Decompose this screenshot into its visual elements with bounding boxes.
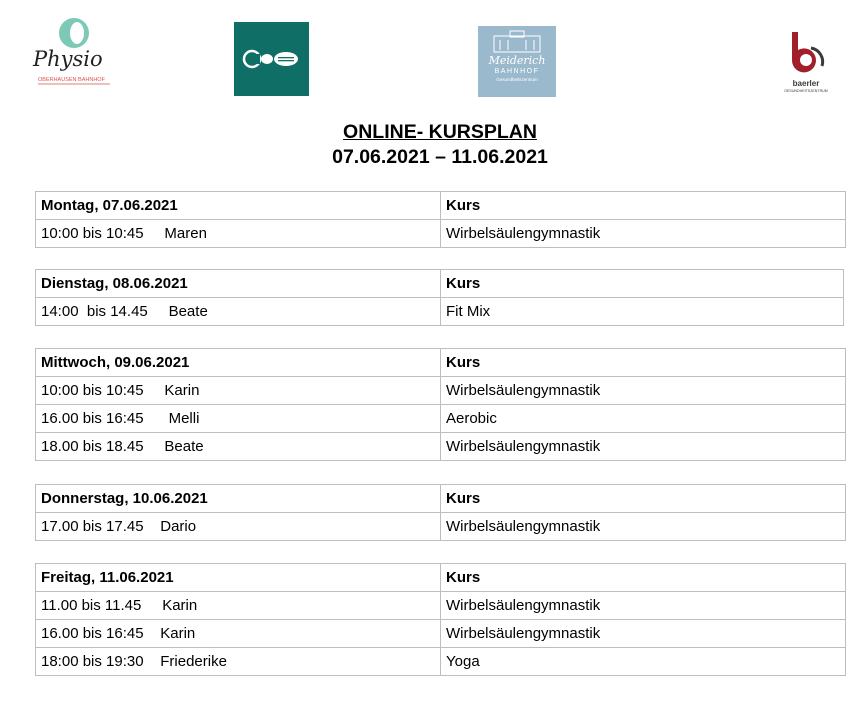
time-trainer-cell: 16.00 bis 16:45 Karin bbox=[36, 620, 441, 648]
table-row bbox=[36, 220, 846, 248]
day-heading: Montag, 07.06.2021 bbox=[36, 192, 441, 220]
kurs-heading: Kurs bbox=[441, 564, 846, 592]
physio-logo-word: Physio bbox=[33, 47, 103, 71]
kurs-cell: Wirbelsäulengymnastik bbox=[441, 620, 846, 648]
table-row bbox=[36, 405, 846, 433]
meiderich-logo-caption: Gesundheitszentrum bbox=[496, 77, 538, 82]
table-header-row bbox=[36, 564, 846, 592]
table-row bbox=[36, 592, 846, 620]
kurs-cell: Wirbelsäulengymnastik bbox=[441, 377, 846, 405]
page-title: ONLINE- KURSPLAN bbox=[343, 121, 537, 143]
kurs-cell: Wirbelsäulengymnastik bbox=[441, 513, 846, 541]
time-trainer-cell: 18:00 bis 19:30 Friederike bbox=[36, 648, 441, 676]
table-row bbox=[36, 433, 846, 461]
baerler-logo-word: baerler bbox=[792, 79, 820, 88]
physio-logo bbox=[30, 16, 118, 88]
day-heading: Dienstag, 08.06.2021 bbox=[36, 270, 441, 298]
time-trainer-cell: 16.00 bis 16:45 Melli bbox=[36, 405, 441, 433]
baerler-logo bbox=[778, 28, 834, 96]
day-heading: Mittwoch, 09.06.2021 bbox=[36, 349, 441, 377]
table-header-row bbox=[36, 192, 846, 220]
meiderich-logo-sub: BAHNHOF bbox=[494, 68, 540, 75]
kurs-cell: Aerobic bbox=[441, 405, 846, 433]
table-row bbox=[36, 513, 846, 541]
kurs-heading: Kurs bbox=[441, 270, 844, 298]
kurs-cell: Wirbelsäulengymnastik bbox=[441, 433, 846, 461]
table-header-row bbox=[36, 485, 846, 513]
schedule-table-friday bbox=[35, 563, 846, 676]
baerler-logo-sub: GESUNDHEITSZENTRUM bbox=[784, 89, 828, 93]
schedule-table-wednesday bbox=[35, 348, 846, 461]
table-row bbox=[36, 298, 844, 326]
meiderich-bahnhof-logo bbox=[478, 26, 556, 97]
kurs-heading: Kurs bbox=[441, 349, 846, 377]
time-trainer-cell: 14:00 bis 14.45 Beate bbox=[36, 298, 441, 326]
table-header-row bbox=[36, 270, 844, 298]
kurs-heading: Kurs bbox=[441, 485, 846, 513]
physio-logo-sub: OBERHAUSEN BAHNHOF bbox=[38, 77, 105, 83]
partner-logo-teal bbox=[234, 22, 309, 96]
day-heading: Donnerstag, 10.06.2021 bbox=[36, 485, 441, 513]
time-trainer-cell: 10:00 bis 10:45 Karin bbox=[36, 377, 441, 405]
table-row bbox=[36, 620, 846, 648]
date-range: 07.06.2021 – 11.06.2021 bbox=[332, 146, 548, 168]
time-trainer-cell: 11.00 bis 11.45 Karin bbox=[36, 592, 441, 620]
table-row bbox=[36, 377, 846, 405]
time-trainer-cell: 10:00 bis 10:45 Maren bbox=[36, 220, 441, 248]
time-trainer-cell: 17.00 bis 17.45 Dario bbox=[36, 513, 441, 541]
kurs-cell: Wirbelsäulengymnastik bbox=[441, 592, 846, 620]
schedule-table-monday bbox=[35, 191, 846, 248]
meiderich-logo-word: Meiderich bbox=[488, 54, 546, 67]
kurs-cell: Wirbelsäulengymnastik bbox=[441, 220, 846, 248]
schedule-table-thursday bbox=[35, 484, 846, 541]
kurs-cell: Yoga bbox=[441, 648, 846, 676]
time-trainer-cell: 18.00 bis 18.45 Beate bbox=[36, 433, 441, 461]
table-header-row bbox=[36, 349, 846, 377]
kurs-cell: Fit Mix bbox=[441, 298, 844, 326]
schedule-table-tuesday bbox=[35, 269, 844, 326]
kurs-heading: Kurs bbox=[441, 192, 846, 220]
day-heading: Freitag, 11.06.2021 bbox=[36, 564, 441, 592]
table-row bbox=[36, 648, 846, 676]
